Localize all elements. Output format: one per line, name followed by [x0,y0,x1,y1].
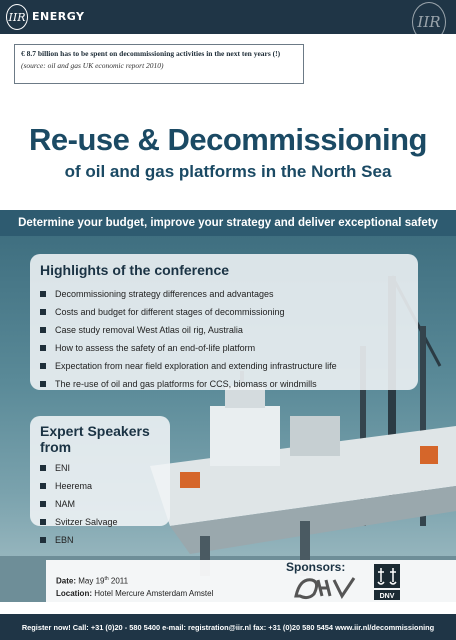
bullet-square-icon [40,363,46,369]
dnv-logo-icon [372,562,402,602]
bullet-square-icon [40,345,46,351]
list-item-text: Expectation from near field exploration and extending infrastructure life [55,361,337,371]
event-location [56,589,213,598]
date-value: May 19 [78,576,105,586]
list-item [40,513,160,531]
dnv-logo-text: DNV [379,593,395,600]
list-item-text: Costs and budget for different stages of decommissioning [55,307,285,317]
list-item [40,357,408,375]
event-date [56,576,128,586]
bullet-square-icon [40,309,46,315]
iir-logo-icon [6,4,28,30]
highlights-panel [30,254,418,390]
tagline-bar [0,210,456,236]
watermark-logo-icon [412,2,446,42]
highlights-list [40,285,408,393]
superstructure [210,406,280,466]
bullet-square-icon [40,519,46,525]
list-item [40,321,408,339]
highlights-heading: Highlights of the conference [40,262,230,278]
location-label: Location: [56,589,92,598]
header-band [0,0,456,34]
list-item [40,477,160,495]
speakers-panel [30,416,170,545]
location-value: Hotel Mercure Amsterdam Amstel [94,589,214,598]
bullet-square-icon [40,291,46,297]
tagline-text: Determine your budget, improve your strategy and deliver exceptional safety [18,217,438,229]
sponsors-label: Sponsors: [286,560,346,574]
event-info-panel [46,560,456,604]
bullet-square-icon [40,501,46,507]
page-subtitle: of oil and gas platforms in the North Sea [64,162,392,181]
list-item [40,531,160,549]
watermark-text: IIR [417,13,441,31]
list-item-text: Decommissioning strategy differences and advantages [55,289,274,299]
list-item [40,303,408,321]
date-year: 2011 [110,576,129,586]
lifeboat-2 [420,446,438,464]
list-item [40,459,160,477]
list-item-text: EBN [55,535,74,545]
date-suffix: th [104,576,109,582]
speakers-heading: Expert Speakers from [40,423,150,455]
info-box [14,44,304,84]
date-label: Date: [56,576,77,586]
bullet-square-icon [40,537,46,543]
list-item-text: Heerema [55,481,93,491]
info-headline: € 8.7 billion has to be spent on decommissioning activities in the next ten years (!) [21,49,281,58]
ohv-logo-icon [292,576,358,600]
page-title: Re-use & Decommissioning [29,122,427,157]
speakers-list [40,459,160,549]
logo-mark-text: IIR [8,10,26,24]
list-item [40,339,408,357]
list-item-text: The re-use of oil and gas platforms for CCS, biomass or windmills [55,379,317,389]
list-item-text: ENI [55,463,71,473]
footer-contact[interactable]: Register now! Call: +31 (0)20 - 580 5400 e-mail: registration@iir.nl fax: +31 (0)20 580 5454 www.iir.nl/decommissioning [21,622,435,632]
list-item-text: Svitzer Salvage [55,517,118,527]
footer-bar [0,614,456,640]
bullet-square-icon [40,327,46,333]
brand-name: ENERGY [32,10,85,23]
list-item-text: Case study removal West Atlas oil rig, Australia [55,325,243,335]
bullet-square-icon [40,483,46,489]
lifeboat [180,472,200,488]
list-item [40,375,408,393]
list-item [40,285,408,303]
info-source: (source: oil and gas UK economic report 2010) [21,61,164,70]
module [290,416,340,456]
list-item-text: How to assess the safety of an end-of-life platform [55,343,256,353]
bullet-square-icon [40,381,46,387]
list-item [40,495,160,513]
list-item-text: NAM [55,499,75,509]
bullet-square-icon [40,465,46,471]
